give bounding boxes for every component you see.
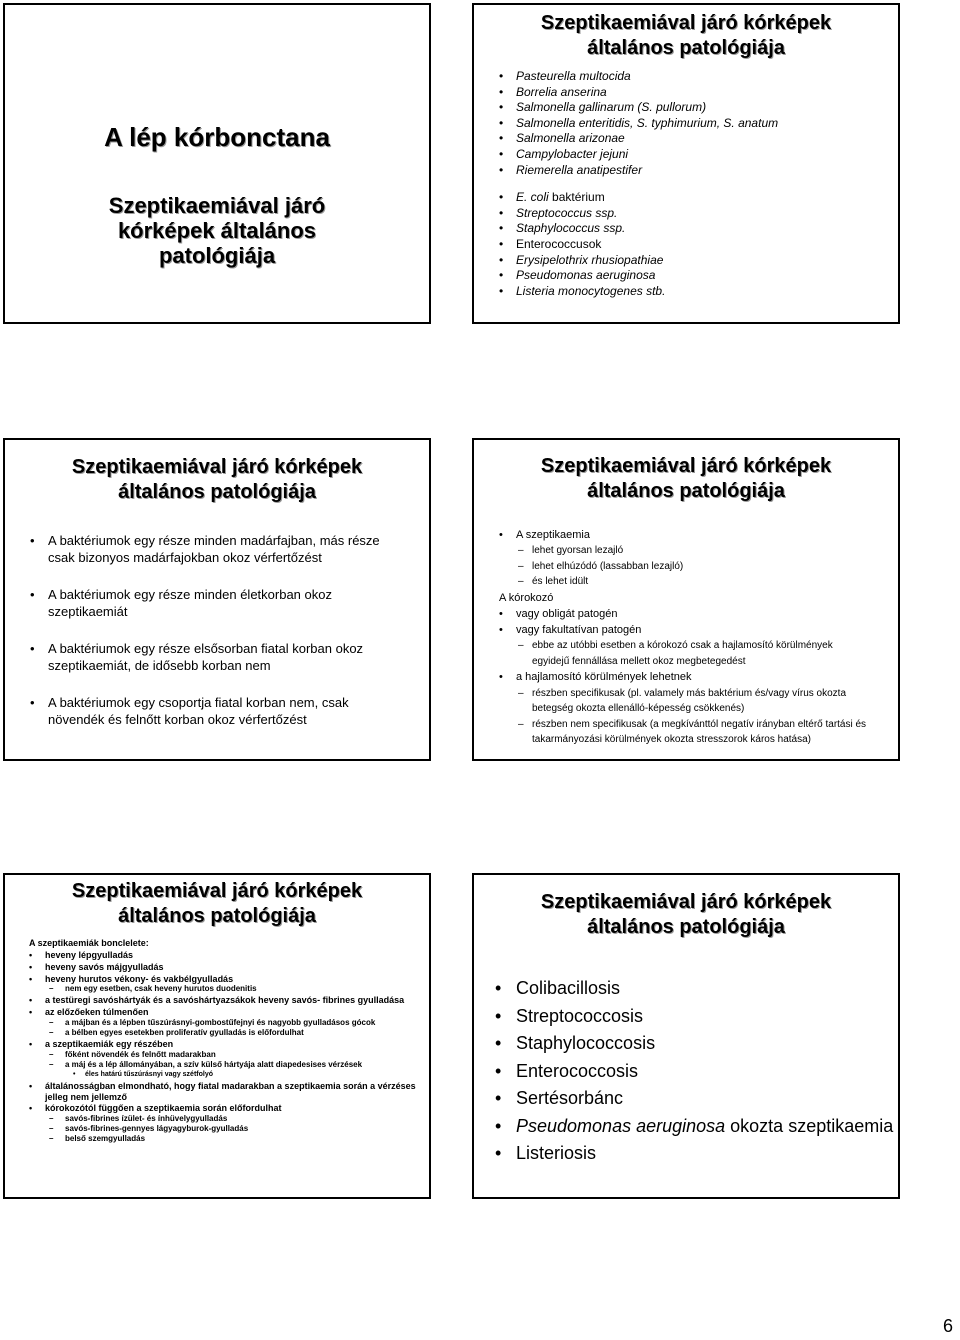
list-item: • Staphylococcus ssp. bbox=[474, 221, 898, 237]
title-line: Szeptikaemiával járó kórképek bbox=[71, 880, 363, 902]
list-item: • általánosságban elmondható, hogy fiatal madarakban a szeptikaemia során a vérzéses jelleg nem jellemző bbox=[5, 1081, 429, 1103]
sub-item: – a májban és a lépben tűszúrásnyi-gombostűfejnyi és nagyobb gyulladásos gócok bbox=[5, 1018, 429, 1028]
list-item bbox=[474, 190, 898, 206]
ecoli-rest: baktérium bbox=[548, 190, 605, 205]
outline-list bbox=[474, 527, 898, 748]
list-item: • vagy obligát patogén bbox=[474, 606, 898, 622]
title-line: általános patológiája bbox=[587, 480, 785, 502]
list-item: • heveny savós májgyulladás bbox=[5, 962, 429, 973]
outline-list bbox=[5, 950, 429, 1144]
page-number: 6 bbox=[942, 1316, 953, 1336]
title-line: általános patológiája bbox=[118, 905, 316, 927]
slide1-subtitle-line: patológiája bbox=[158, 243, 276, 268]
sub-item: – a bélben egyes esetekben proliferatív gyulladás is előfordulhat bbox=[5, 1028, 429, 1038]
slide-septicaemia-course bbox=[472, 438, 900, 761]
slide5-intro: A szeptikaemiák bonclelete: bbox=[29, 938, 149, 948]
list-item: • A baktériumok egy csoportja fiatal korban nem, csak növendék és felnőtt korban okoz vérfertőzést bbox=[5, 695, 429, 728]
list-item: • a hajlamosító körülmények lehetnek bbox=[474, 669, 898, 685]
sub-item: – nem egy esetben, csak heveny hurutos duodenitis bbox=[5, 984, 429, 994]
slide1-subtitle-line: Szeptikaemiával járó bbox=[108, 193, 326, 218]
slide3-title bbox=[5, 455, 429, 505]
list-item: • Listeria monocytogenes stb. bbox=[474, 284, 898, 300]
list-heading: A kórokozó bbox=[499, 591, 554, 604]
pseudomonas-italic: Pseudomonas aeruginosa bbox=[516, 1115, 726, 1136]
title-line: Szeptikaemiával járó kórképek bbox=[540, 891, 832, 913]
sub-item: – savós-fibrines ízület- és ínhüvelygyulladás bbox=[5, 1114, 429, 1124]
list-item: • Erysipelothrix rhusiopathiae bbox=[474, 253, 898, 269]
list-item: • vagy fakultatívan patogén bbox=[474, 622, 898, 638]
list-item: • a testüregi savóshártyák és a savóshártyazsákok heveny savós- fibrines gyulladása bbox=[5, 995, 429, 1006]
title-line: általános patológiája bbox=[587, 916, 785, 938]
slide-bacteria-age bbox=[3, 438, 431, 761]
list-item: • Salmonella gallinarum (S. pullorum) bbox=[474, 100, 898, 116]
sub-item: – savós-fibrines-gennyes lágyagyburok-gyulladás bbox=[5, 1124, 429, 1134]
list-item: • Pasteurella multocida bbox=[474, 69, 898, 85]
list-item: • Colibacillosis bbox=[474, 977, 898, 1000]
list-item: • Enterococcusok bbox=[474, 237, 898, 253]
slide6-title bbox=[474, 890, 898, 940]
pathogen-list bbox=[474, 69, 898, 299]
title-line: Szeptikaemiával járó kórképek bbox=[540, 12, 832, 34]
list-item: • Borrelia anserina bbox=[474, 85, 898, 101]
title-line: Szeptikaemiával járó kórképek bbox=[540, 455, 832, 477]
slide-title bbox=[3, 3, 431, 324]
list-item: • Pseudomonas aeruginosa bbox=[474, 268, 898, 284]
sub-item: – főként növendék és felnőtt madarakban bbox=[5, 1050, 429, 1060]
slide1-title: A lép kórbonctana bbox=[104, 122, 330, 152]
slide1-subtitle bbox=[5, 193, 429, 268]
list-item: • Riemerella anatipestifer bbox=[474, 163, 898, 179]
list-item: • Streptococcus ssp. bbox=[474, 206, 898, 222]
list-item: • A baktériumok egy része elsősorban fiatal korban okoz szeptikaemiát, de idősebb korban nem bbox=[5, 641, 429, 674]
slide5-title bbox=[5, 879, 429, 929]
list-item: • Listeriosis bbox=[474, 1142, 898, 1165]
sub-item: – ebbe az utóbbi esetben a kórokozó csak a hajlamosító körülmények egyidejű fennállása mellett okoz megbetegedést bbox=[474, 638, 898, 669]
list-item: • Staphylococcosis bbox=[474, 1032, 898, 1055]
sub-item: – lehet elhúzódó (lassabban lezajló) bbox=[474, 559, 898, 575]
list-item bbox=[474, 1115, 898, 1138]
sub-item: – lehet gyorsan lezajló bbox=[474, 543, 898, 559]
slide-necropsy-findings bbox=[3, 873, 431, 1199]
list-item: • Salmonella arizonae bbox=[474, 131, 898, 147]
title-line: általános patológiája bbox=[587, 37, 785, 59]
pseudomonas-rest: okozta szeptikaemia bbox=[725, 1115, 894, 1136]
title-line: Szeptikaemiával járó kórképek bbox=[71, 456, 363, 478]
list-item: • Streptococcosis bbox=[474, 1005, 898, 1028]
list-item: • Salmonella enteritidis, S. typhimurium, S. anatum bbox=[474, 116, 898, 132]
list-item: • Sertésorbánc bbox=[474, 1087, 898, 1110]
list-item: • az előzőeken túlmenően bbox=[5, 1007, 429, 1018]
title-line: általános patológiája bbox=[118, 481, 316, 503]
list-item: • kórokozótól függően a szeptikaemia során előfordulhat bbox=[5, 1103, 429, 1114]
disease-list bbox=[474, 977, 898, 1165]
list-item: • A baktériumok egy része minden életkorban okoz szeptikaemiát bbox=[5, 587, 429, 620]
sub-item: – részben nem specifikusak (a megkívánttól negatív irányban eltérő tartási és takarmányozási körülmények okozta stresszorok káros hatása) bbox=[474, 717, 898, 748]
list-item: • Campylobacter jejuni bbox=[474, 147, 898, 163]
list-item: • a szeptikaemiák egy részében bbox=[5, 1039, 429, 1050]
sub-item: – és lehet idült bbox=[474, 574, 898, 590]
list-item: • Enterococcosis bbox=[474, 1060, 898, 1083]
slide4-title bbox=[474, 454, 898, 504]
sub-item: – a máj és a lép állományában, a szív külső hártyája alatt diapedesises vérzések bbox=[5, 1060, 429, 1070]
sub-sub-item: • éles határú tűszúrásnyi vagy szétfolyó bbox=[5, 1070, 429, 1080]
bullet-list bbox=[5, 533, 429, 728]
list-item: • A szeptikaemia bbox=[474, 527, 898, 543]
slide-pathogen-list bbox=[472, 3, 900, 324]
slide2-title bbox=[474, 11, 898, 61]
slide1-subtitle-line: kórképek általános bbox=[117, 218, 317, 243]
list-item: • heveny lépgyulladás bbox=[5, 950, 429, 961]
sub-item: – részben specifikusak (pl. valamely más baktérium és/vagy vírus okozta betegség okozta ellenálló-képesség csökkenés) bbox=[474, 686, 898, 717]
sub-item: – belső szemgyulladás bbox=[5, 1134, 429, 1144]
ecoli-italic: E. coli bbox=[516, 190, 549, 205]
list-item: • heveny hurutos vékony- és vakbélgyulladás bbox=[5, 974, 429, 985]
list-item: • A baktériumok egy része minden madárfajban, más része csak bizonyos madárfajokban okoz vérfertőzést bbox=[5, 533, 429, 566]
slide-disease-list bbox=[472, 873, 900, 1199]
